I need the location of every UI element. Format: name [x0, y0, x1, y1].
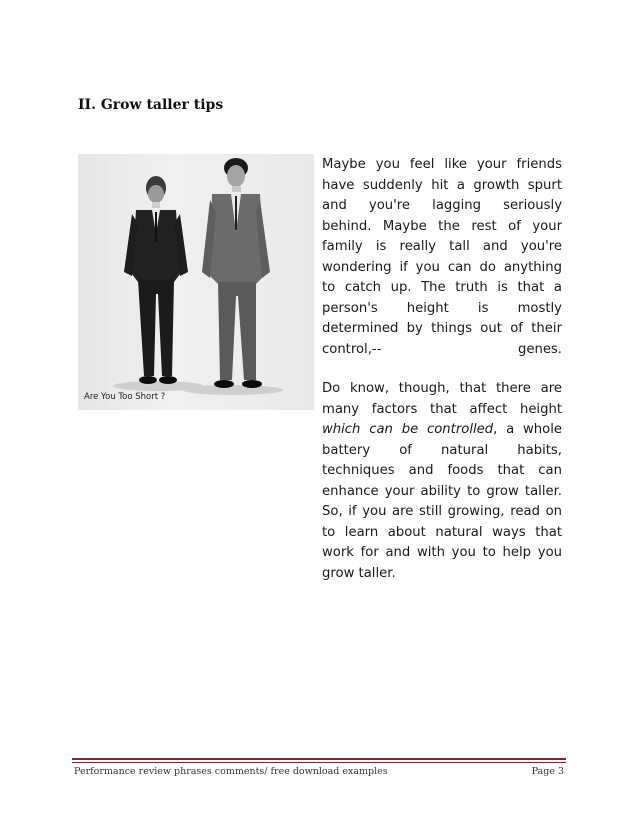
text-line: work for and with you to help you: [322, 545, 562, 560]
right-figure: [202, 158, 270, 388]
footer-rule-thin: [72, 762, 566, 763]
text-line: battery of natural habits,: [322, 442, 562, 458]
text-line: So, if you are still growing, read on: [322, 504, 562, 519]
text-line: to learn about natural ways that: [322, 524, 562, 540]
photo-caption: Are You Too Short ?: [84, 392, 166, 402]
page-number: Page 3: [531, 766, 564, 777]
paragraph-2: [322, 379, 562, 584]
text-line-with-emphasis: [322, 420, 562, 441]
text-line: wondering if you can do anything: [322, 259, 562, 275]
text-line: Maybe you feel like your friends: [322, 157, 562, 172]
section-heading: II. Grow taller tips: [78, 97, 224, 113]
text-line: many factors that affect height: [322, 401, 562, 417]
paragraph-1: [322, 155, 562, 360]
photo-illustration: [78, 154, 314, 410]
emphasis-text: which can be controlled: [322, 422, 494, 437]
footer-rule: [72, 758, 566, 760]
footer-title: Performance review phrases comments/ free download examples: [74, 766, 388, 777]
text-line: to catch up. The truth is that a: [322, 280, 562, 295]
text-line: determined by things out of their: [322, 321, 562, 336]
text-line: control,-- genes.: [322, 341, 562, 357]
text-line: enhance your ability to grow taller.: [322, 483, 562, 499]
text-line: techniques and foods that can: [322, 463, 562, 478]
text-line: person's height is mostly: [322, 300, 562, 316]
text-line: behind. Maybe the rest of your: [322, 218, 562, 234]
text-line: have suddenly hit a growth spurt: [322, 177, 562, 193]
text-line: family is really tall and you're: [322, 239, 562, 254]
left-figure: [124, 176, 188, 384]
text-line: grow taller.: [322, 565, 396, 581]
text-fragment: , a whole: [493, 422, 562, 437]
photo-two-men: [78, 154, 314, 410]
text-line: Do know, though, that there are: [322, 381, 562, 396]
text-line: and you're lagging seriously: [322, 198, 562, 213]
